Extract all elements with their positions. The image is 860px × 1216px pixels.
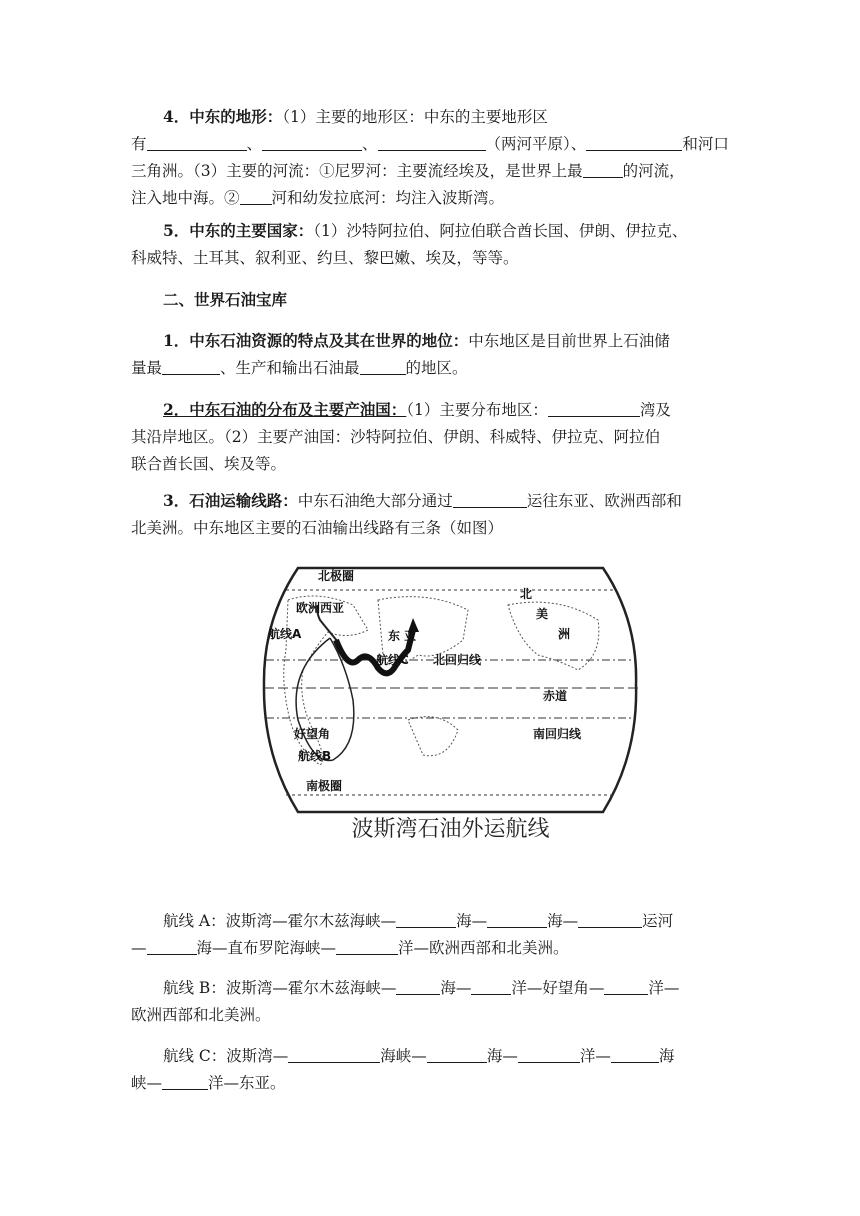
route-a-text: 海—	[547, 912, 579, 930]
s2q1-text: 的地区。	[405, 359, 468, 377]
q4-text: 有	[131, 135, 147, 153]
route-b-paragraph	[131, 975, 731, 1029]
q4-paragraph	[131, 103, 731, 212]
answer-blank[interactable]	[586, 133, 682, 151]
arctic-label: 北极圈	[318, 569, 355, 583]
q4-text: （两河平原）、	[485, 135, 587, 153]
q4-text: 河和幼发拉底河：均注入波斯湾。	[271, 189, 505, 207]
q4-text: 、	[362, 135, 378, 153]
route-b-label: 航线B	[298, 749, 332, 763]
cape-label: 好望角	[294, 727, 331, 741]
route-a-text: 洋—欧洲西部和北美洲。	[398, 939, 569, 957]
q4-text: 三角洲。（3）主要的河流：①尼罗河：主要流经埃及，是世界上最	[131, 162, 583, 180]
north-america-label-1: 北	[520, 587, 533, 601]
answer-blank[interactable]	[262, 133, 362, 151]
s2q3-title: 3．石油运输线路：	[163, 491, 298, 510]
answer-blank[interactable]	[162, 1072, 208, 1090]
route-b-text: 洋—好望角—	[511, 979, 605, 997]
s2q2-title: 2．中东石油的分布及主要产油国：	[163, 400, 407, 419]
tropic-north-label: 北回归线	[433, 653, 482, 667]
route-b-text: 欧洲西部和北美洲。	[131, 1006, 271, 1024]
answer-blank[interactable]	[453, 490, 527, 508]
answer-blank[interactable]	[604, 977, 648, 995]
route-c-text: 航线 C：波斯湾—	[163, 1047, 289, 1065]
route-c-text: 海—	[486, 1047, 518, 1065]
route-c-text: 海	[658, 1047, 675, 1065]
q5-text: 科威特、土耳其、叙利亚、约旦、黎巴嫩、埃及，等等。	[131, 249, 519, 267]
q4-text: 和河口	[682, 135, 729, 153]
route-c-text: 海峡—	[380, 1047, 427, 1065]
s2q1-text: 、生产和输出石油最	[220, 359, 360, 377]
q4-text: 注入地中海。②	[131, 189, 240, 207]
answer-blank[interactable]	[427, 1045, 487, 1063]
s2q1-paragraph	[131, 327, 731, 382]
s2q2-text: 湾及	[639, 401, 671, 419]
s2q2-text: 联合酋长国、埃及等。	[131, 455, 287, 473]
north-america-label-2: 美	[536, 607, 549, 621]
s2q2-paragraph	[131, 396, 731, 478]
answer-blank[interactable]	[518, 1045, 580, 1063]
answer-blank[interactable]	[578, 910, 642, 928]
q4-text: 、	[246, 135, 263, 153]
antarctic-label: 南极圈	[306, 779, 343, 793]
section-title: 二、世界石油宝库	[163, 290, 288, 309]
q5-title: 5．中东的主要国家：	[163, 221, 314, 240]
route-a-label: 航线A	[268, 627, 302, 641]
answer-blank[interactable]	[288, 1045, 380, 1063]
answer-blank[interactable]	[583, 160, 623, 178]
q4-title: 4．中东的地形：	[163, 107, 283, 126]
answer-blank[interactable]	[336, 937, 398, 955]
s2q3-text: 北美洲。中东地区主要的石油输出线路有三条（如图）	[131, 519, 504, 537]
oil-route-map	[258, 560, 643, 838]
answer-blank[interactable]	[162, 357, 220, 375]
q5-text: （1）沙特阿拉伯、阿拉伯联合酋长国、伊朗、伊拉克、	[313, 222, 688, 240]
route-a-paragraph	[131, 908, 731, 962]
answer-blank[interactable]	[360, 357, 406, 375]
route-a-text: 海—	[456, 912, 488, 930]
route-c-text: 洋—	[579, 1047, 611, 1065]
answer-blank[interactable]	[548, 399, 640, 417]
answer-blank[interactable]	[396, 977, 440, 995]
map-caption: 波斯湾石油外运航线	[351, 817, 550, 842]
answer-blank[interactable]	[396, 910, 456, 928]
answer-blank[interactable]	[147, 133, 247, 151]
equator-label: 赤道	[543, 689, 568, 703]
route-c-paragraph	[131, 1043, 731, 1097]
route-a-text: 海—直布罗陀海峡—	[196, 939, 337, 957]
route-c-label: 航线C	[376, 653, 409, 667]
europe-westasia-label: 欧洲西亚	[296, 601, 345, 615]
answer-blank[interactable]	[240, 187, 272, 205]
s2q2-text: 其沿岸地区。（2）主要产油国：沙特阿拉伯、伊朗、科威特、伊拉克、阿拉伯	[131, 428, 661, 446]
answer-blank[interactable]	[471, 977, 511, 995]
route-a-text: 航线 A：波斯湾—霍尔木兹海峡—	[163, 912, 397, 930]
east-asia-label: 东 亚	[388, 629, 417, 643]
s2q1-text: 中东地区是目前世界上石油储	[468, 332, 670, 350]
route-a-text: —	[131, 939, 147, 957]
s2q3-text: 运往东亚、欧洲西部和	[526, 492, 682, 510]
route-b-text: 洋—	[648, 979, 680, 997]
route-c-text: 洋—东亚。	[208, 1074, 286, 1092]
route-c-text: 峡—	[131, 1074, 163, 1092]
answer-blank[interactable]	[487, 910, 547, 928]
answer-blank[interactable]	[611, 1045, 659, 1063]
tropic-south-label: 南回归线	[533, 727, 582, 741]
s2q3-text: 中东石油绝大部分通过	[297, 492, 453, 510]
q5-paragraph	[131, 217, 731, 272]
answer-blank[interactable]	[378, 133, 486, 151]
s2q3-paragraph	[131, 487, 731, 542]
north-america-label-3: 洲	[558, 627, 571, 641]
route-b-text: 海—	[440, 979, 472, 997]
q4-line1: （1）主要的地形区：中东的主要地形区	[282, 108, 548, 126]
s2q1-title: 1．中东石油资源的特点及其在世界的地位：	[163, 331, 469, 350]
answer-blank[interactable]	[147, 937, 197, 955]
s2q2-text: （1）主要分布地区：	[406, 401, 548, 419]
route-b-text: 航线 B：波斯湾—霍尔木兹海峡—	[163, 979, 397, 997]
section2-heading	[131, 286, 731, 314]
s2q1-text: 量最	[131, 359, 163, 377]
q4-text: 的河流，	[622, 162, 685, 180]
route-a-text: 运河	[642, 912, 674, 930]
